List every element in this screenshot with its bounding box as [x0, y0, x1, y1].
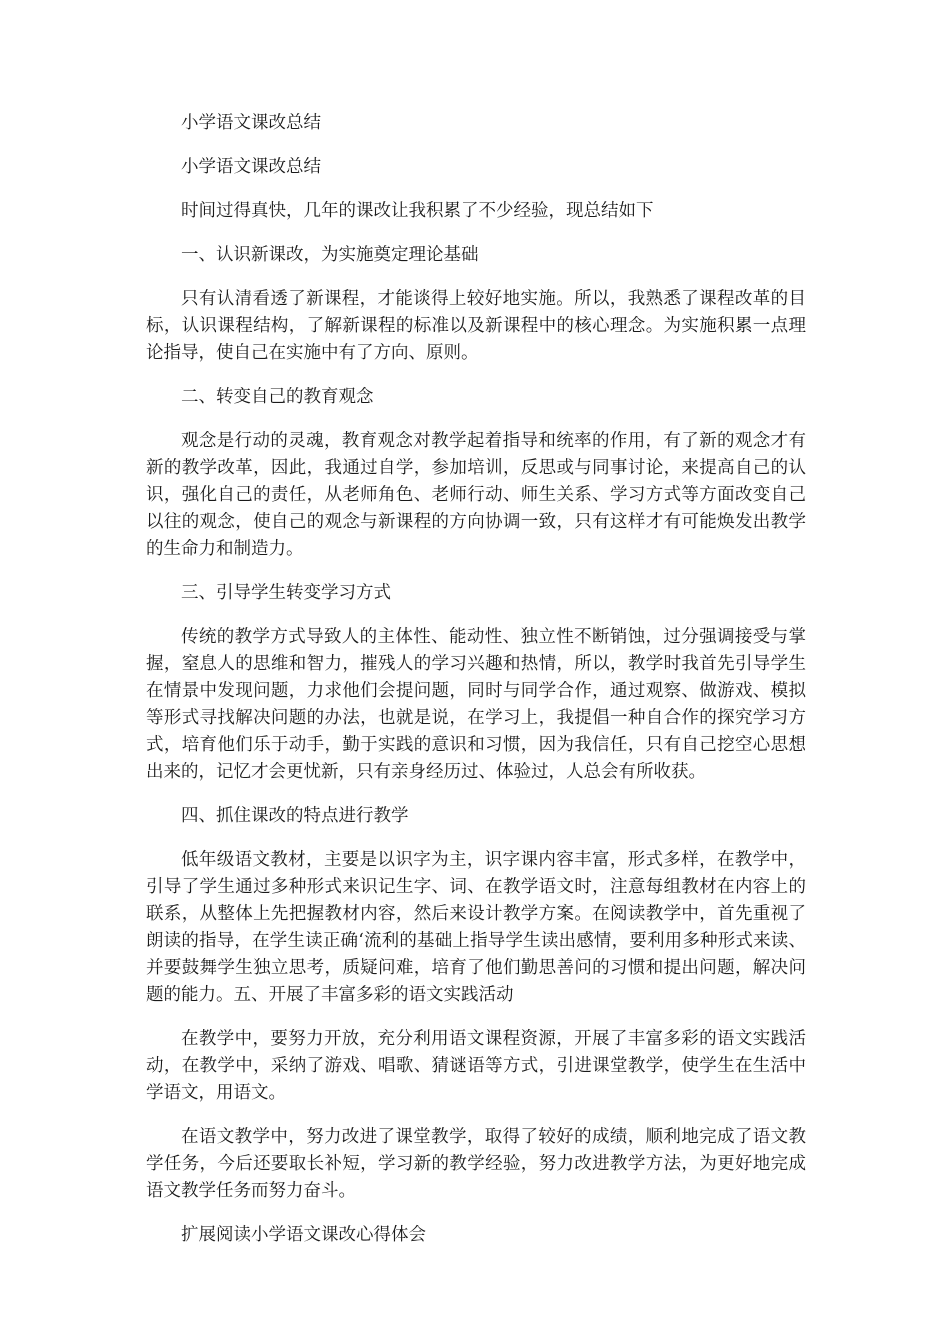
- section-heading-4: 四、抓住课改的特点进行教学: [181, 806, 409, 826]
- section-body-3: 传统的教学方式导致人的主体性、能动性、独立性不断销蚀，过分强调接受与掌握，窒息人的思维和智力，摧残人的学习兴趣和热情，所以，教学时我首先引导学生在情景中发现问题，力求他们会提问题，同时与同学合作，通过观察、做游戏、模拟等形式寻找解决问题的办法，也就是说，在学习上，我提倡一种自合作的探究学习方式，培育他们乐于动手，勤于实践的意识和习惯，因为我信任，只有自己挖空心思想出来的，记忆才会更忧新，只有亲身经历过、体验过，人总会有所收获。: [146, 627, 806, 782]
- section-body-1: 只有认清看透了新课程，才能谈得上较好地实施。所以，我熟悉了课程改革的目标，认识课程结构，了解新课程的标准以及新课程中的核心理念。为实施积累一点理论指导，使自己在实施中有了方向、原则。: [146, 289, 806, 363]
- document-title: 小学语文课改总结: [181, 113, 321, 133]
- conclusion-paragraph: 在语文教学中，努力改进了课堂教学，取得了较好的成绩，顺利地完成了语文教学任务，今后还要取长补短，学习新的教学经验，努力改进教学方法，为更好地完成语文教学任务而努力奋斗。: [146, 1127, 806, 1201]
- section-heading-2: 二、转变自己的教育观念: [181, 387, 374, 407]
- extended-reading-heading: 扩展阅读小学语文课改心得体会: [181, 1225, 426, 1245]
- section-body-4: 低年级语文教材，主要是以识字为主，识字课内容丰富，形式多样，在教学中，引导了学生通过多种形式来识记生字、词、在教学语文时，注意每组教材在内容上的联系，从整体上先把握教材内容，然后来设计教学方案。在阅读教学中，首先重视了朗读的指导，在学生读正确‘流利的基础上指导学生读出感情，要利用多种形式来读、并要鼓舞学生独立思考，质疑问难，培育了他们勤思善问的习惯和提出问题，解决问题的能力。五、开展了丰富多彩的语文实践活动: [146, 850, 806, 1005]
- document-page: [146, 110, 806, 1266]
- practice-paragraph: 在教学中，要努力开放，充分利用语文课程资源，开展了丰富多彩的语文实践活动，在教学中，采纳了游戏、唱歌、猜谜语等方式，引进课堂教学，使学生在生活中学语文，用语文。: [146, 1029, 806, 1103]
- intro-paragraph: 时间过得真快，几年的课改让我积累了不少经验，现总结如下: [181, 201, 654, 221]
- section-heading-1: 一、认识新课改，为实施奠定理论基础: [181, 245, 479, 265]
- section-body-2: 观念是行动的灵魂，教育观念对教学起着指导和统率的作用，有了新的观念才有新的教学改革，因此，我通过自学，参加培训，反思或与同事讨论，来提高自己的认识，强化自己的责任，从老师角色、老师行动、师生关系、学习方式等方面改变自己以往的观念，使自己的观念与新课程的方向协调一致，只有这样才有可能焕发出教学的生命力和制造力。: [146, 431, 806, 559]
- section-heading-3: 三、引导学生转变学习方式: [181, 583, 391, 603]
- document-subtitle: 小学语文课改总结: [181, 157, 321, 177]
